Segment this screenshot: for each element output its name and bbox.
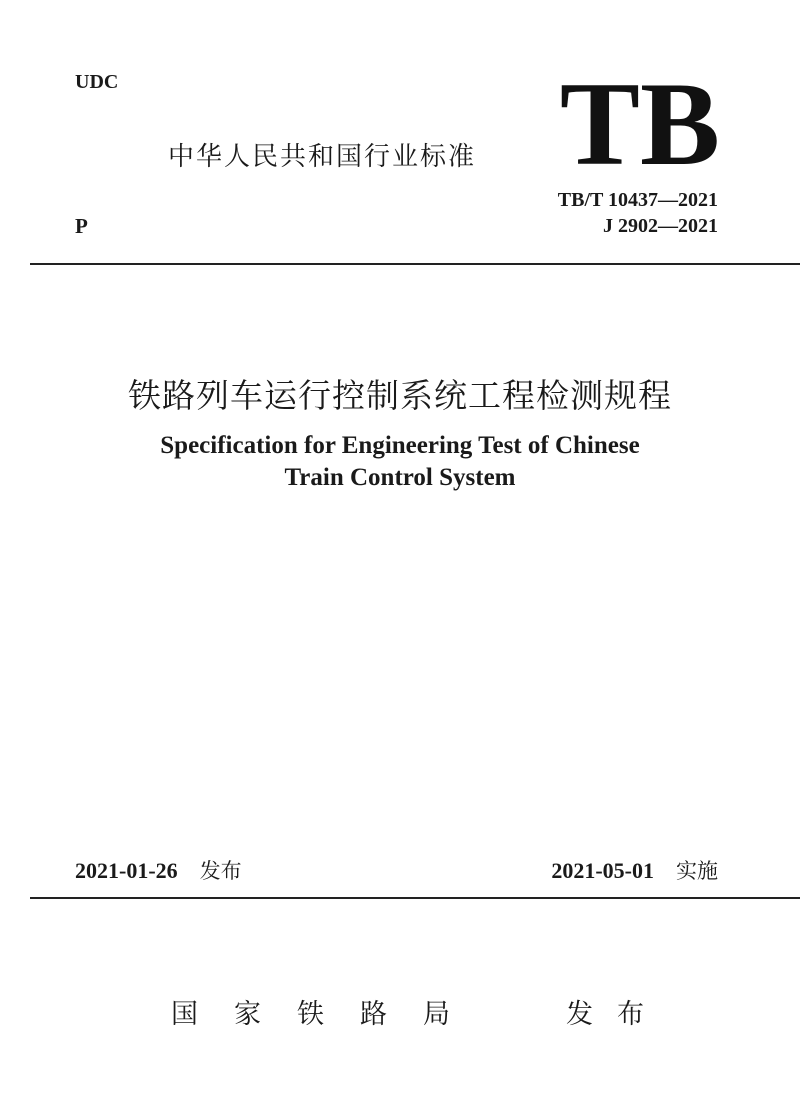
bottom-divider xyxy=(30,897,800,899)
standard-number: TB/T 10437—2021 xyxy=(557,189,718,211)
publisher-name: 国家铁路局 xyxy=(171,999,486,1030)
udc-label: UDC xyxy=(75,71,119,93)
top-divider xyxy=(30,263,800,265)
title-english-line1: Specification for Engineering Test of Chinese xyxy=(160,432,640,459)
category-code: P xyxy=(75,214,88,238)
issue-date-block xyxy=(75,855,242,885)
tb-logo: TB xyxy=(559,57,720,190)
implement-date: 2021-05-01 xyxy=(551,858,654,883)
title-chinese: 铁路列车运行控制系统工程检测规程 xyxy=(128,376,672,415)
record-number: J 2902—2021 xyxy=(603,215,718,237)
publish-label: 发布 xyxy=(566,999,668,1030)
title-english-line2: Train Control System xyxy=(284,464,516,491)
industry-standard-heading: 中华人民共和国行业标准 xyxy=(168,142,477,172)
implement-date-block xyxy=(551,855,718,885)
issue-date: 2021-01-26 xyxy=(75,858,178,883)
implement-label: 实施 xyxy=(676,859,718,883)
issue-label: 发布 xyxy=(199,859,242,883)
